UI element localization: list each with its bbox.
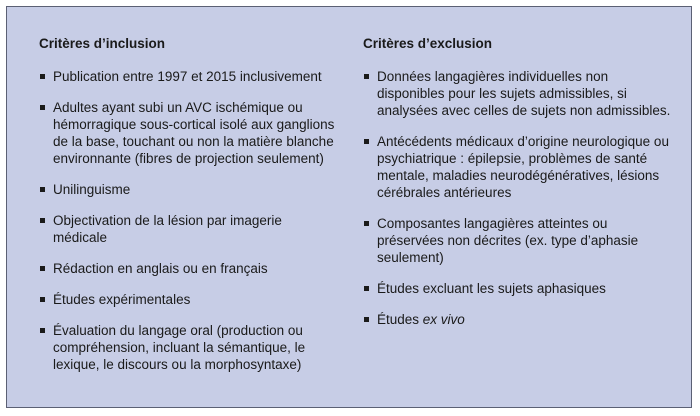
exclusion-item-prefix: Études: [377, 312, 423, 327]
inclusion-item: Unilinguisme: [39, 181, 339, 198]
inclusion-item: Adultes ayant subi un AVC ischémique ou hémorragique sous-cortical isolé aux ganglions de la base, touchant ou non la matière blanche environnante (fibres de projection seulement): [39, 99, 339, 167]
exclusion-item: Études excluant les sujets aphasiques: [363, 280, 673, 297]
exclusion-item: Antécédents médicaux d’origine neurologique ou psychiatrique : épilepsie, problèmes de santé mentale, maladies neurodégénératives, lésions cérébrales antérieures: [363, 133, 673, 201]
exclusion-item-emphasis: ex vivo: [422, 312, 465, 327]
inclusion-item: Publication entre 1997 et 2015 inclusivement: [39, 68, 339, 85]
criteria-table: [6, 6, 692, 408]
exclusion-column: [363, 36, 673, 342]
inclusion-item: Études expérimentales: [39, 291, 339, 308]
inclusion-item: Évaluation du langage oral (production ou compréhension, incluant la sémantique, le lexique, le discours ou la morphosyntaxe): [39, 322, 339, 373]
inclusion-item: Objectivation de la lésion par imagerie médicale: [39, 212, 339, 246]
exclusion-item: Données langagières individuelles non disponibles pour les sujets admissibles, si analysées avec celles de sujets non admissibles.: [363, 68, 673, 119]
inclusion-title: Critères d’inclusion: [39, 36, 166, 51]
inclusion-column: [39, 36, 339, 387]
exclusion-item-ex-vivo: [363, 311, 673, 328]
exclusion-title: Critères d’exclusion: [363, 36, 493, 51]
exclusion-item: Composantes langagières atteintes ou préservées non décrites (ex. type d’aphasie seulement): [363, 215, 673, 266]
exclusion-list: [363, 68, 673, 328]
inclusion-list: [39, 68, 339, 373]
inclusion-item: Rédaction en anglais ou en français: [39, 260, 339, 277]
